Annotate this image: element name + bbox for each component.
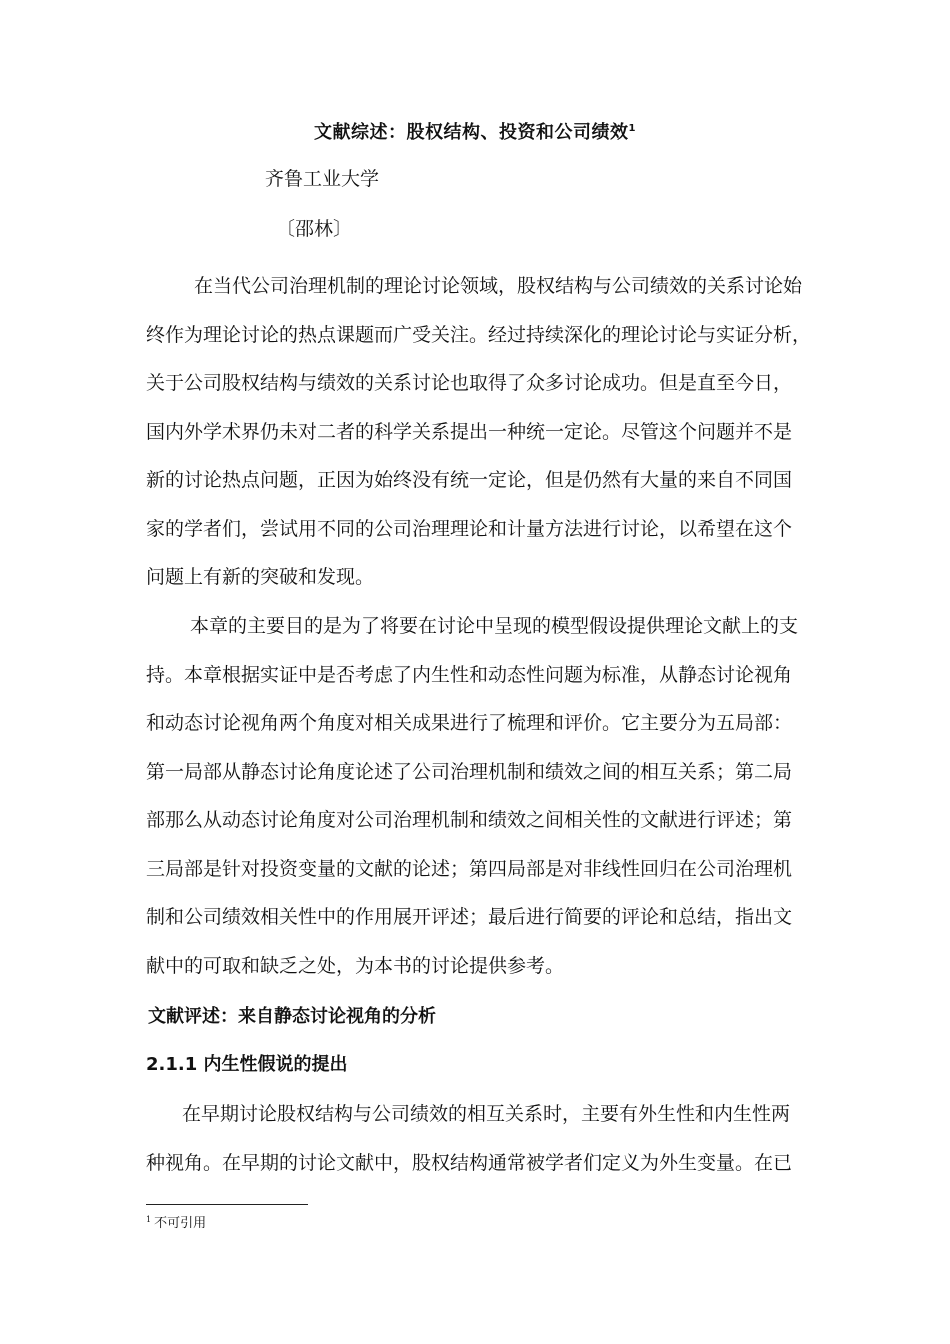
paragraph-line: 三局部是针对投资变量的文献的论述；第四局部是对非线性回归在公司治理机 — [146, 857, 793, 880]
author-name: 〔邵林〕 — [276, 218, 353, 240]
footnote-text: 不可引用 — [154, 1216, 207, 1231]
paragraph-endogeneity — [146, 1090, 806, 1187]
paragraph-line: 在当代公司治理机制的理论讨论领域，股权结构与公司绩效的关系讨论始 — [194, 275, 803, 297]
paragraph-intro — [146, 262, 812, 602]
paragraph-line: 持。本章根据实证中是否考虑了内生性和动态性问题为标准，从静态讨论视角 — [146, 663, 793, 686]
paragraph-line: 制和公司绩效相关性中的作用展开评述；最后进行简要的评论和总结，指出文 — [146, 906, 793, 928]
paragraph-line: 终作为理论讨论的热点课题而广受关注。经过持续深化的理论讨论与实证分析， — [146, 323, 812, 346]
footnote-separator — [146, 1204, 308, 1205]
paragraph-line: 问题上有新的突破和发现。 — [146, 566, 375, 588]
author-affiliation: 齐鲁工业大学 — [265, 168, 380, 190]
paragraph-line: 种视角。在早期的讨论文献中，股权结构通常被学者们定义为外生变量。在已 — [146, 1151, 793, 1174]
document-title-text: 文献综述：股权结构、投资和公司绩效 — [314, 122, 629, 143]
paragraph-line: 在早期讨论股权结构与公司绩效的相互关系时，主要有外生性和内生性两 — [182, 1103, 791, 1125]
document-title — [0, 118, 950, 144]
paragraph-chapter-aim — [146, 602, 806, 990]
paragraph-line: 和动态讨论视角两个角度对相关成果进行了梳理和评价。它主要分为五局部： — [146, 712, 793, 734]
title-footnote-mark: 1 — [628, 123, 636, 134]
paragraph-line: 献中的可取和缺乏之处，为本书的讨论提供参考。 — [146, 954, 565, 977]
paragraph-line: 新的讨论热点问题，正因为始终没有统一定论，但是仍然有大量的来自不同国 — [146, 469, 793, 491]
paragraph-line: 部那么从动态讨论角度对公司治理机制和绩效之间相关性的文献进行评述；第 — [146, 809, 793, 831]
paragraph-line: 国内外学术界仍未对二者的科学关系提出一种统一定论。尽管这个问题并不是 — [146, 420, 793, 443]
paragraph-line: 第一局部从静态讨论角度论述了公司治理机制和绩效之间的相互关系；第二局 — [146, 760, 793, 783]
subsection-heading: 2.1.1 内生性假说的提出 — [146, 1054, 348, 1075]
paragraph-line: 家的学者们，尝试用不同的公司治理理论和计量方法进行讨论，以希望在这个 — [146, 517, 793, 540]
paragraph-line: 关于公司股权结构与绩效的关系讨论也取得了众多讨论成功。但是直至今日， — [146, 372, 793, 394]
footnote — [146, 1212, 206, 1231]
section-heading: 文献评述：来自静态讨论视角的分析 — [148, 1006, 436, 1027]
paragraph-line: 本章的主要目的是为了将要在讨论中呈现的模型假设提供理论文献上的支 — [190, 615, 799, 637]
footnote-mark: 1 — [146, 1214, 152, 1224]
